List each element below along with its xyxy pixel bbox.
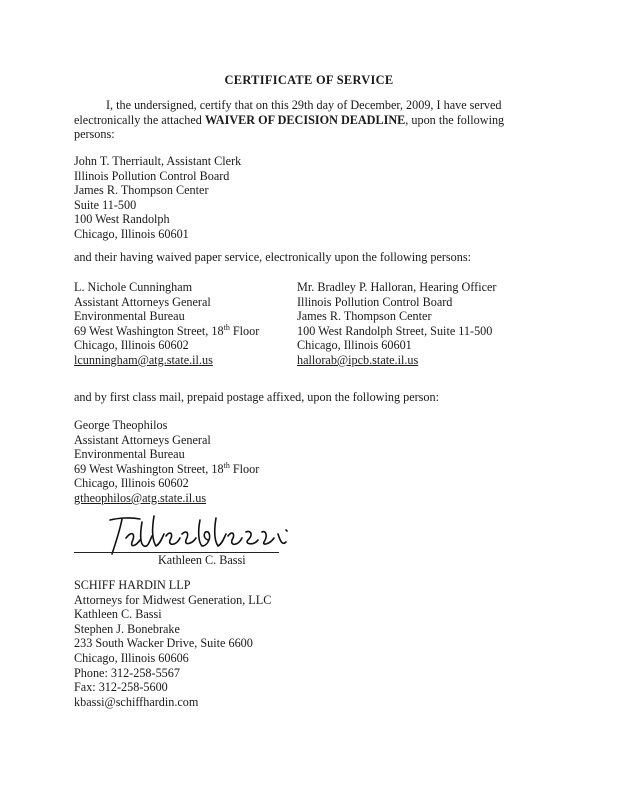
signer-name: Kathleen C. Bassi: [158, 553, 246, 567]
primary-recipient-line: 100 West Randolph: [74, 212, 170, 227]
mail-service-intro: [74, 390, 439, 405]
primary-recipient-block: [74, 154, 241, 242]
firm-attorney: Kathleen C. Bassi: [74, 607, 162, 622]
mail-recipient-bureau: Environmental Bureau: [74, 447, 185, 462]
recipient-right-street: 100 West Randolph Street, Suite 11-500: [297, 323, 493, 338]
recipient-right-name: Mr. Bradley P. Halloran, Hearing Officer: [297, 280, 497, 294]
recipient-right-email-link[interactable]: hallorab@ipcb.state.il.us: [297, 352, 419, 367]
recipient-right-center: James R. Thompson Center: [297, 309, 432, 324]
mail-recipient-title: Assistant Attorneys General: [74, 432, 211, 447]
intro-paragraph: [74, 98, 519, 142]
firm-client: Attorneys for Midwest Generation, LLC: [74, 592, 272, 607]
floor-text: Floor: [229, 323, 260, 338]
primary-recipient-line: James R. Thompson Center: [74, 183, 209, 198]
recipient-left-city: Chicago, Illinois 60602: [74, 338, 189, 353]
recipient-left-bureau: Environmental Bureau: [74, 309, 185, 324]
firm-block: [74, 578, 271, 709]
street-text: 69 West Washington Street, 18: [74, 323, 224, 338]
mail-recipient-block: [74, 418, 259, 506]
recipient-left-email-link[interactable]: lcunningham@atg.state.il.us: [74, 352, 213, 367]
ordinal-suffix: th: [223, 322, 230, 332]
intro-part1: I, the undersigned, certify that on this 29th day of December, 2009, I have served electronically the attached: [74, 98, 502, 127]
mail-recipient-name: George Theophilos: [74, 418, 168, 432]
recipient-right-block: [297, 280, 496, 368]
mail-recipient-street: [74, 462, 259, 477]
document-title: CERTIFICATE OF SERVICE: [224, 73, 394, 87]
recipient-left-title: Assistant Attorneys General: [74, 294, 211, 309]
mail-intro-text: and by first class mail, prepaid postage affixed, upon the following person:: [74, 390, 439, 404]
primary-recipient-line: John T. Therriault, Assistant Clerk: [74, 154, 242, 168]
firm-phone: Phone: 312-258-5567: [74, 665, 180, 680]
primary-recipient-line: Illinois Pollution Control Board: [74, 168, 230, 183]
intro-part2: , upon the following persons:: [74, 112, 505, 142]
firm-street: 233 South Wacker Drive, Suite 6600: [74, 636, 253, 651]
firm-city: Chicago, Illinois 60606: [74, 650, 189, 665]
street-text: 69 West Washington Street, 18: [74, 461, 224, 476]
document-name: WAIVER OF DECISION DEADLINE: [204, 112, 406, 127]
firm-attorney: Stephen J. Bonebrake: [74, 621, 180, 636]
recipient-left-name: L. Nichole Cunningham: [74, 280, 193, 294]
waived-intro-text: and their having waived paper service, electronically upon the following persons:: [74, 250, 471, 264]
mail-recipient-city: Chicago, Illinois 60602: [74, 476, 189, 491]
ordinal-suffix: th: [223, 460, 230, 470]
intro-text: [74, 98, 519, 142]
recipient-right-city: Chicago, Illinois 60601: [297, 338, 412, 353]
firm-name: SCHIFF HARDIN LLP: [74, 578, 191, 592]
waived-service-intro: [74, 250, 471, 265]
mail-recipient-email-link[interactable]: gtheophilos@atg.state.il.us: [74, 490, 207, 505]
firm-fax: Fax: 312-258-5600: [74, 680, 168, 695]
handwritten-signature: [96, 510, 296, 558]
primary-recipient-line: Chicago, Illinois 60601: [74, 226, 189, 241]
recipient-left-block: [74, 280, 259, 368]
recipient-left-street: [74, 324, 259, 339]
firm-email[interactable]: kbassi@schiffhardin.com: [74, 694, 199, 709]
primary-recipient-line: Suite 11-500: [74, 197, 137, 212]
recipient-right-org: Illinois Pollution Control Board: [297, 294, 453, 309]
floor-text: Floor: [229, 461, 260, 476]
